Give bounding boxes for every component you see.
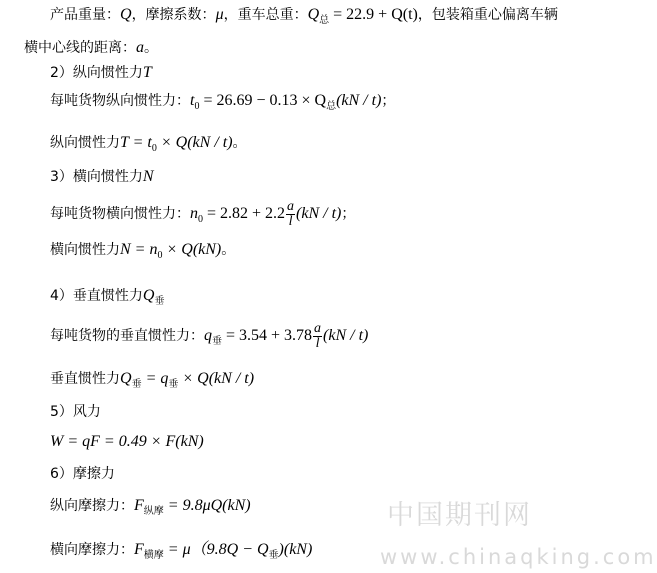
section-3-force xyxy=(50,240,235,266)
section-6-heading xyxy=(50,464,115,484)
intro-total-eq-sub: 总 xyxy=(319,15,330,26)
section-3-force-label: 横向惯性力 xyxy=(50,242,120,258)
section-3-per-ton-rhs: = 2.82 + 2.2 xyxy=(203,205,286,222)
section-4-fraction-den: l xyxy=(315,335,320,351)
section-2-per-ton xyxy=(50,91,395,117)
section-6-longitudinal xyxy=(50,496,251,522)
section-3-force-eq-b: × Q(kN) xyxy=(162,241,222,258)
section-5-heading xyxy=(50,402,101,422)
section-2-force-eq-sub: 0 xyxy=(151,143,157,154)
section-2-force xyxy=(50,133,247,159)
section-3-per-ton-end: ； xyxy=(341,206,356,222)
intro-total-eq-lhs: Q xyxy=(307,6,320,23)
section-4-force xyxy=(50,369,254,395)
section-3-fraction-num: a xyxy=(287,198,295,214)
section-3-per-ton-unit: (kN / t) xyxy=(296,205,342,222)
section-4-heading-text: 4）垂直惯性力 xyxy=(50,288,143,304)
section-3-force-end: 。 xyxy=(221,242,236,258)
section-3-heading-symbol: N xyxy=(142,168,154,185)
intro-friction-symbol: μ xyxy=(215,6,224,23)
section-4-force-eq-sub: 垂 xyxy=(131,379,142,390)
intro-friction-label: ，摩擦系数： xyxy=(131,7,216,23)
section-6-transverse xyxy=(50,540,312,566)
section-3-force-eq-sub: 0 xyxy=(157,250,163,261)
section-2-per-ton-label: 每吨货物纵向惯性力： xyxy=(50,93,190,109)
section-2-per-ton-lhs: t xyxy=(190,92,195,109)
section-6-long-eq-b: = 9.8μQ(kN) xyxy=(163,497,251,514)
section-2-per-ton-lhs-sub: 0 xyxy=(194,101,200,112)
intro-total-label: ，重车总重： xyxy=(223,7,308,23)
section-4-force-eq-sub2: 垂 xyxy=(168,379,179,390)
section-4-fraction-num: a xyxy=(314,320,322,336)
intro-weight-label: 产品重量： xyxy=(50,7,120,23)
section-6-trans-eq-a: F xyxy=(134,541,144,558)
section-4-per-ton-lhs-sub: 垂 xyxy=(212,336,222,347)
intro-distance-symbol: a xyxy=(136,39,144,56)
section-2-per-ton-sub: 总 xyxy=(326,101,337,112)
section-3-heading-text: 3）横向惯性力 xyxy=(50,169,143,185)
section-4-force-eq-c: × Q(kN / t) xyxy=(178,370,255,387)
intro-tail-label: ，包装箱重心偏离车辆 xyxy=(417,7,558,23)
section-4-per-ton xyxy=(50,320,368,358)
watermark-site-name: 中国期刊网 xyxy=(387,500,532,531)
watermark-url: www.chinaqking.com xyxy=(380,545,657,569)
section-6-heading-text: 6）摩擦力 xyxy=(50,466,115,482)
section-6-long-label: 纵向摩擦力： xyxy=(50,498,134,514)
section-2-heading-text: 2）纵向惯性力 xyxy=(50,65,143,81)
section-4-force-eq-b: = q xyxy=(141,370,169,387)
section-6-trans-eq-b: = μ（9.8Q − Q xyxy=(163,541,269,558)
section-4-heading-symbol: Q xyxy=(142,287,155,304)
section-6-trans-label: 横向摩擦力： xyxy=(50,542,134,558)
section-3-force-eq-a: N = n xyxy=(120,241,158,258)
intro-line2-end: 。 xyxy=(144,40,158,56)
intro-line-1 xyxy=(50,5,558,31)
section-2-heading-symbol: T xyxy=(142,64,152,81)
section-6-long-eq-a: F xyxy=(134,497,144,514)
section-3-per-ton-lhs: n xyxy=(190,205,198,222)
section-6-long-eq-sub: 纵摩 xyxy=(143,506,164,517)
section-2-heading xyxy=(50,63,152,83)
intro-distance-label: 横中心线的距离： xyxy=(24,40,136,56)
section-2-force-end: 。 xyxy=(232,135,247,151)
section-2-force-eq-b: × Q(kN / t) xyxy=(156,134,233,151)
section-4-per-ton-unit: (kN / t) xyxy=(323,327,369,344)
section-4-per-ton-lhs: q xyxy=(204,327,212,344)
section-6-trans-eq-c: )(kN) xyxy=(278,541,313,558)
section-2-per-ton-rhs: = 26.69 − 0.13 × Q xyxy=(199,92,327,109)
section-4-heading-sub: 垂 xyxy=(154,296,165,307)
section-3-fraction xyxy=(286,200,295,229)
section-5-eq: W = qF = 0.49 × F(kN) xyxy=(50,433,204,450)
section-6-trans-eq-sub2: 垂 xyxy=(268,550,279,561)
section-3-fraction-den: l xyxy=(288,213,293,229)
section-2-force-eq-a: T = t xyxy=(120,134,152,151)
intro-total-eq-rhs: = 22.9 + Q(t) xyxy=(329,6,418,23)
section-4-force-eq-a: Q xyxy=(120,370,132,387)
section-4-per-ton-label: 每吨货物的垂直惯性力： xyxy=(50,328,204,344)
section-2-per-ton-end: ； xyxy=(381,93,396,109)
section-2-force-label: 纵向惯性力 xyxy=(50,135,120,151)
section-5-heading-text: 5）风力 xyxy=(50,404,101,420)
section-4-heading xyxy=(50,286,164,312)
section-3-per-ton-label: 每吨货物横向惯性力： xyxy=(50,206,190,222)
section-4-per-ton-rhs: = 3.54 + 3.78 xyxy=(222,327,313,344)
section-4-force-label: 垂直惯性力 xyxy=(50,371,120,387)
section-5-equation xyxy=(50,432,204,452)
section-2-per-ton-unit: (kN / t) xyxy=(336,92,382,109)
intro-line-2 xyxy=(24,38,158,58)
section-3-heading xyxy=(50,167,154,187)
section-4-fraction xyxy=(313,322,322,351)
section-6-trans-eq-sub: 横摩 xyxy=(143,550,164,561)
intro-weight-symbol: Q xyxy=(120,6,132,23)
section-3-per-ton-lhs-sub: 0 xyxy=(198,214,203,225)
section-3-per-ton xyxy=(50,198,355,236)
